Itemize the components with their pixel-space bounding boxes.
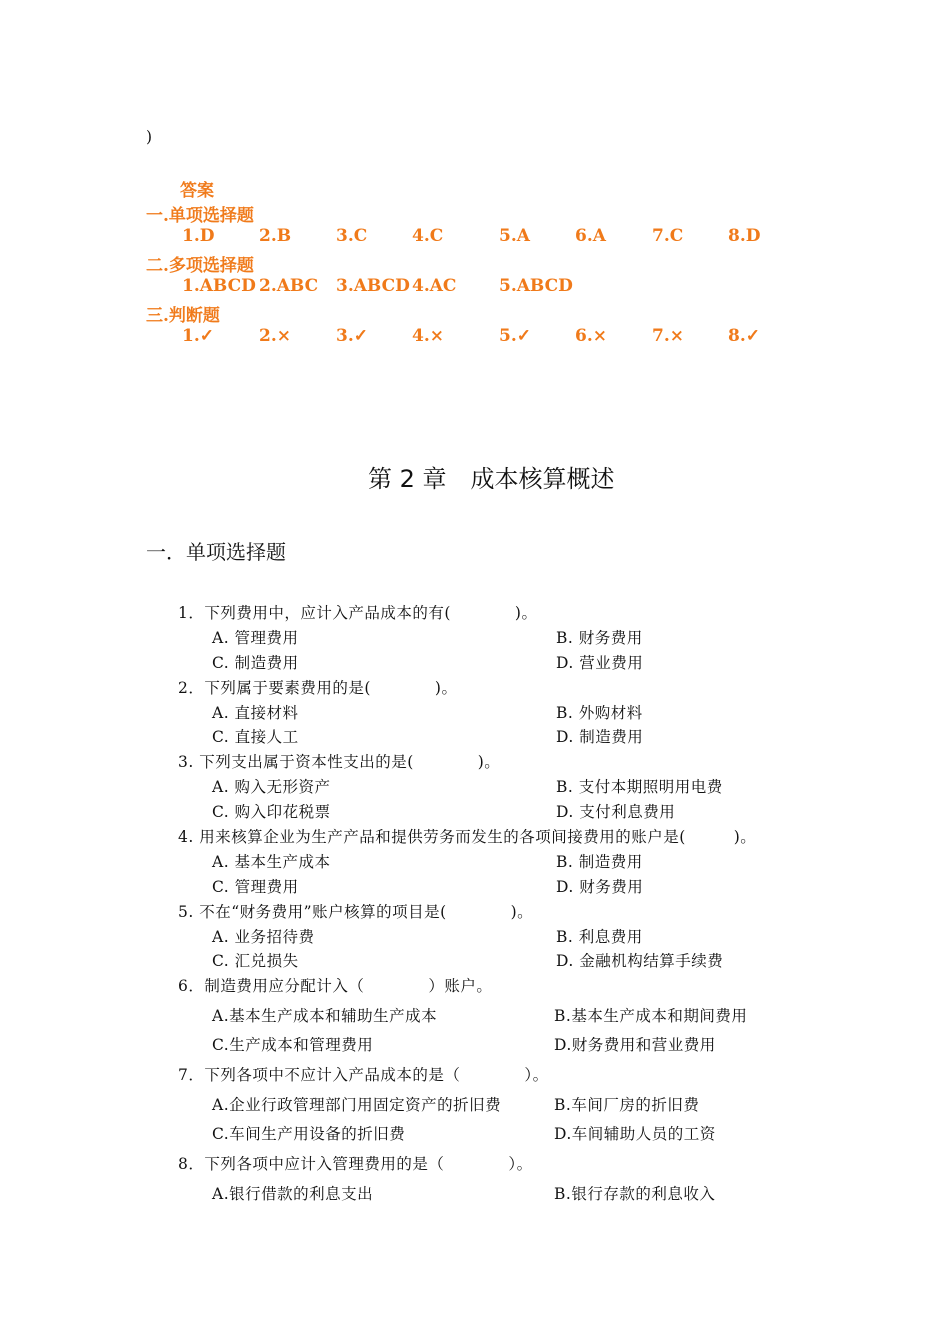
answer-item: 1.D: [182, 226, 215, 246]
answer-section-1-title: 一.单项选择题: [146, 206, 254, 226]
question-text: 5. 不在“财务费用”账户核算的项目是( )。: [178, 903, 534, 921]
option: B. 支付本期照明用电费: [556, 778, 723, 796]
option: C. 制造费用: [212, 654, 299, 672]
question-text: 3. 下列支出属于资本性支出的是( )。: [178, 753, 501, 771]
option: B. 制造费用: [556, 853, 643, 871]
answer-item: 5.A: [499, 226, 530, 246]
chapter-title: 第 2 章 成本核算概述: [368, 465, 615, 493]
answer-item: 4.×: [412, 326, 444, 346]
option: C. 直接人工: [212, 728, 299, 746]
question-text: 1．下列费用中，应计入产品成本的有( )。: [178, 604, 538, 622]
option: A. 业务招待费: [212, 928, 315, 946]
option: D. 支付利息费用: [556, 803, 676, 821]
answer-item: 7.×: [652, 326, 684, 346]
question-text: 8．下列各项中应计入管理费用的是（ ）。: [178, 1155, 533, 1173]
option: C. 购入印花税票: [212, 803, 331, 821]
option: B.银行存款的利息收入: [554, 1185, 716, 1203]
option: A. 基本生产成本: [212, 853, 331, 871]
continuation-fragment: ): [146, 128, 153, 146]
answer-item: 1.ABCD: [182, 276, 256, 296]
option: A. 购入无形资产: [212, 778, 331, 796]
question-text: 2．下列属于要素费用的是( )。: [178, 679, 458, 697]
question-text: 4. 用来核算企业为生产产品和提供劳务而发生的各项间接费用的账户是( )。: [178, 828, 757, 846]
answer-item: 4.C: [412, 226, 444, 246]
answer-item: 5.ABCD: [499, 276, 573, 296]
answer-item: 3.✓: [336, 326, 368, 346]
option: A. 直接材料: [212, 704, 299, 722]
answer-section-3-title: 三.判断题: [146, 306, 220, 326]
answer-item: 4.AC: [412, 276, 457, 296]
option: D. 营业费用: [556, 654, 644, 672]
answer-item: 3.ABCD: [336, 276, 410, 296]
option: C.车间生产用设备的折旧费: [212, 1125, 406, 1143]
option: B.车间厂房的折旧费: [554, 1096, 700, 1114]
answer-section-2-title: 二.多项选择题: [146, 256, 254, 276]
option: D. 财务费用: [556, 878, 644, 896]
option: D.财务费用和营业费用: [554, 1036, 716, 1054]
option: C. 汇兑损失: [212, 952, 299, 970]
option: C.生产成本和管理费用: [212, 1036, 374, 1054]
option: A.企业行政管理部门用固定资产的折旧费: [212, 1096, 502, 1114]
answer-item: 2.B: [259, 226, 292, 246]
option: A.基本生产成本和辅助生产成本: [212, 1007, 438, 1025]
option: B. 财务费用: [556, 629, 643, 647]
answer-item: 2.×: [259, 326, 291, 346]
answer-item: 3.C: [336, 226, 368, 246]
option: B. 外购材料: [556, 704, 643, 722]
answer-title: 答案: [180, 181, 214, 201]
question-text: 7．下列各项中不应计入产品成本的是（ ）。: [178, 1066, 549, 1084]
option: A.银行借款的利息支出: [212, 1185, 374, 1203]
answer-item: 6.A: [575, 226, 606, 246]
option: D. 制造费用: [556, 728, 644, 746]
section-title: 一．单项选择题: [146, 540, 286, 564]
option: A. 管理费用: [212, 629, 299, 647]
answer-item: 7.C: [652, 226, 684, 246]
answer-item: 2.ABC: [259, 276, 319, 296]
option: B. 利息费用: [556, 928, 643, 946]
option: D.车间辅助人员的工资: [554, 1125, 716, 1143]
answer-item: 6.×: [575, 326, 607, 346]
option: D. 金融机构结算手续费: [556, 952, 724, 970]
answer-item: 8.D: [728, 226, 761, 246]
answer-item: 1.✓: [182, 326, 214, 346]
option: B.基本生产成本和期间费用: [554, 1007, 748, 1025]
option: C. 管理费用: [212, 878, 299, 896]
question-text: 6．制造费用应分配计入（ ）账户。: [178, 977, 493, 995]
answer-item: 8.✓: [728, 326, 760, 346]
answer-item: 5.✓: [499, 326, 531, 346]
